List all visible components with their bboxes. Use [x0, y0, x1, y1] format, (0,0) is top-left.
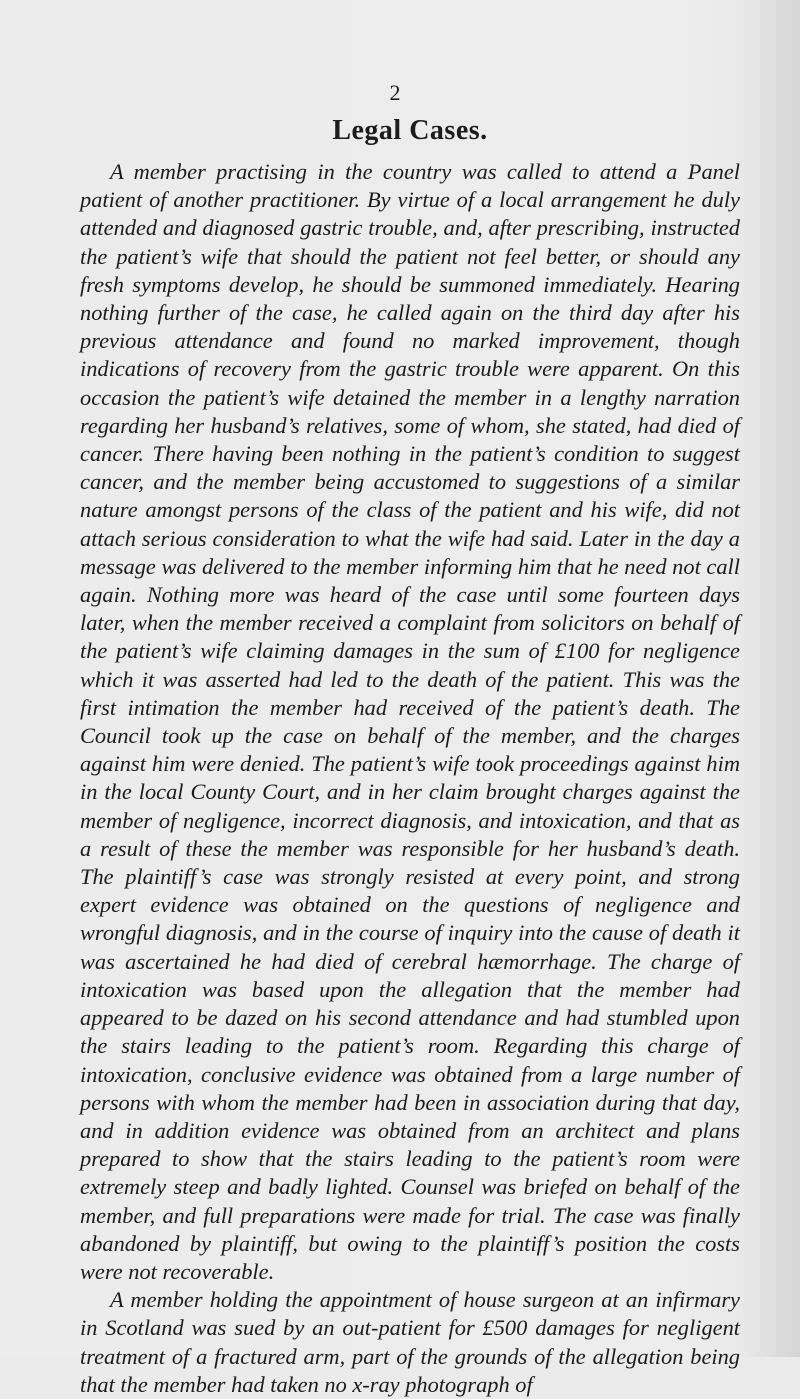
- paragraph: A member holding the appointment of house surgeon at an infirmary in Scotland was sued by an out-patient for £500 damages for negligent treatment of a fractured arm, part of the grounds of the allegation being that the member had taken no x-ray photograph of: [80, 1287, 740, 1397]
- page-title: Legal Cases.: [332, 115, 488, 146]
- article-body: [80, 158, 740, 1399]
- paragraph: A member practising in the country was called to attend a Panel patient of another practitioner. By virtue of a local arrangement he duly attended and diagnosed gastric trouble, and, after prescribing, instructed the patient’s wife that should the patient not feel better, or should any fresh symptoms develop, he should be summoned immediately. Hearing nothing further of the case, he called again on the third day after his previous attendance and found no marked improvement, though indications of recovery from the gastric trouble were apparent. On this occasion the patient’s wife detained the member in a lengthy narration regarding her husband’s relatives, some of whom, she stated, had died of cancer. There having been nothing in the patient’s condition to suggest cancer, and the member being accustomed to suggestions of a similar nature amongst persons of the class of the patient and his wife, did not attach serious consideration to what the wife had said. Later in the day a message was delivered to the member informing him that he need not call again. Nothing more was heard of the case until some fourteen days later, when the member received a complaint from solicitors on behalf of the patient’s wife claiming damages in the sum of £100 for negligence which it was asserted had led to the death of the patient. This was the first intimation the member had received of the patient’s death. The Council took up the case on behalf of the member, and the charges against him were denied. The patient’s wife took proceedings against him in the local County Court, and in her claim brought charges against the member of negligence, incorrect diagnosis, and intoxication, and that as a result of these the member was responsible for her husband’s death. The plaintiff’s case was strongly resisted at every point, and strong expert evidence was obtained on the questions of negligence and wrongful diagnosis, and in the course of inquiry into the cause of death it was ascertained he had died of cerebral hæmorrhage. The charge of intoxication was based upon the allegation that the member had appeared to be dazed on his second attendance and had stumbled upon the stairs leading to the patient’s room. Regarding this charge of intoxication, conclusive evidence was obtained from a large number of persons with whom the member had been in association during that day, and in addition evidence was obtained from an architect and plans prepared to show that the stairs leading to the patient’s room were extremely steep and badly lighted. Counsel was briefed on behalf of the member, and full preparations were made for trial. The case was finally abandoned by plaintiff, but owing to the plaintiff’s position the costs were not recoverable.: [80, 159, 740, 1284]
- page-number: 2: [389, 80, 401, 105]
